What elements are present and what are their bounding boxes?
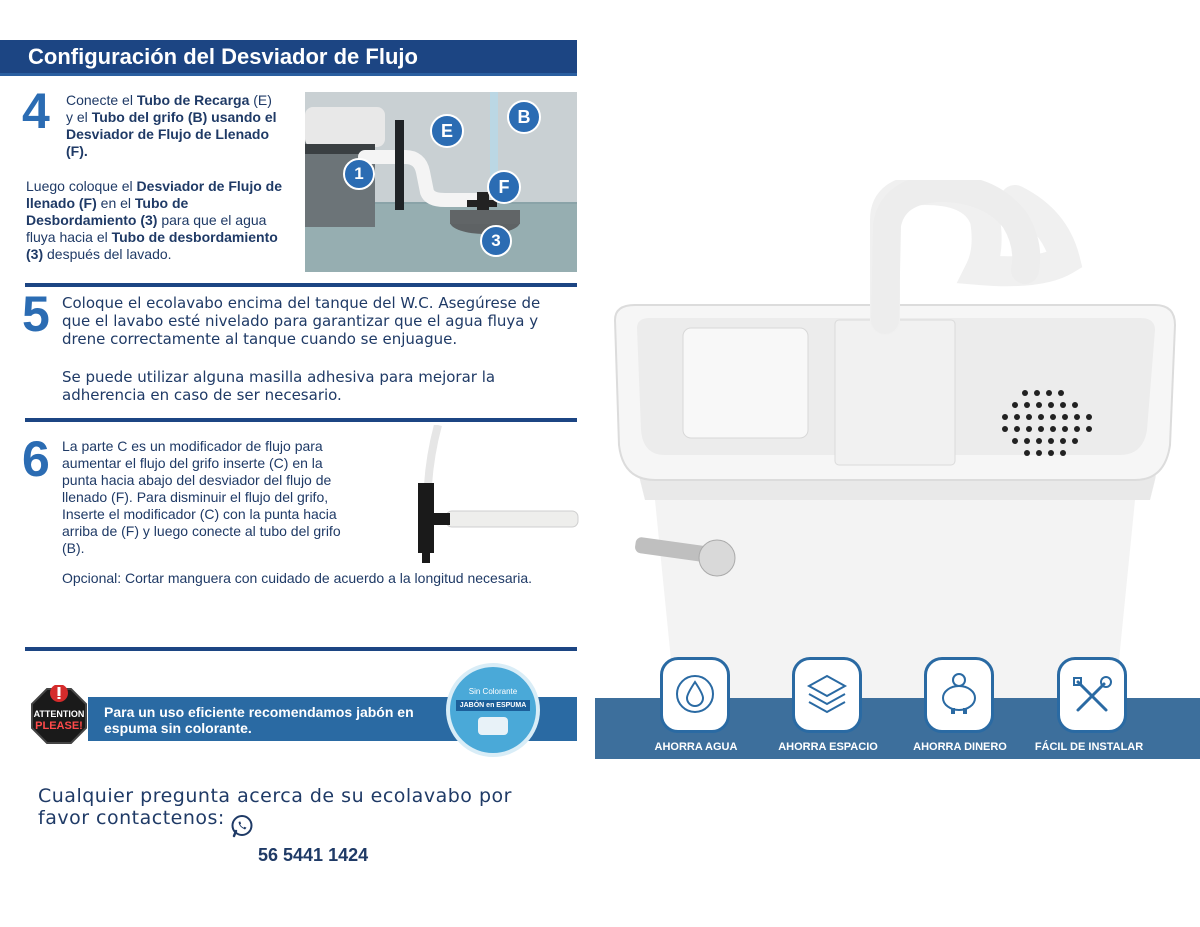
recommendation-text: Para un uso eficiente recomendamos jabón en espuma sin colorante. (104, 704, 414, 736)
step-4-number: 4 (22, 83, 50, 139)
water-drop-icon (663, 660, 727, 730)
soap-dispenser-icon (478, 717, 508, 735)
flow-modifier-illustration (400, 425, 580, 565)
benefit-card-install (1057, 657, 1127, 733)
layers-icon (795, 660, 859, 730)
benefit-label-water: AHORRA AGUA (654, 741, 738, 753)
phone-number[interactable]: 56 5441 1424 (258, 845, 369, 865)
step-6-optional-note: Opcional: Cortar manguera con cuidado de acuerdo a la longitud necesaria. (62, 570, 533, 586)
step-6-number: 6 (22, 431, 50, 487)
label-e-marker: E (430, 114, 464, 148)
page-title: Configuración del Desviador de Flujo (28, 44, 418, 69)
divider-2 (25, 418, 577, 422)
step-5-number: 5 (22, 286, 50, 342)
ecolavabo-product-image (595, 180, 1200, 700)
benefit-card-space (792, 657, 862, 733)
step-4-paragraph-1: Conecte el Tubo de Recarga (E) y el Tubo del grifo (B) usando el Desviador de Flujo de Llenado (F). (66, 92, 277, 159)
label-1-marker: 1 (343, 158, 375, 190)
drain-grid (990, 385, 1100, 465)
seal-line-1: Sin Colorante (468, 687, 518, 696)
label-b-marker: B (507, 100, 541, 134)
header-underline (0, 73, 577, 76)
step-4-photo (305, 92, 577, 272)
benefit-card-water (660, 657, 730, 733)
step-6-paragraph: La parte C es un modificador de flujo para aumentar el flujo del grifo inserte (C) en la punta hacia abajo del desviador del flujo de llenado (F). Para disminuir el flujo del grifo, Inserte el modificador (C) con la punta hacia arriba de (F) y luego conecte al tubo del grifo (B). (62, 438, 341, 556)
attention-badge (28, 685, 90, 747)
whatsapp-glyph (230, 814, 254, 838)
step-4-paragraph-2: Luego coloque el Desviador de Flujo de llenado (F) en el Tubo de Desbordamiento (3) para que el agua fluya hacia el Tubo de desbordamiento (3) después del lavado. (26, 178, 283, 262)
tools-icon (1060, 660, 1124, 730)
attention-badge-top: ATTENTION (33, 709, 85, 719)
benefit-label-install: FÁCIL DE INSTALAR (1034, 741, 1144, 753)
benefit-card-money (924, 657, 994, 733)
step-5-paragraph-1: Coloque el ecolavabo encima del tanque del W.C. Asegúrese de que el lavabo esté nivelado para garantizar que el agua fluya y drene correctamente al tanque cuando se enjuague. (62, 294, 541, 348)
seal-line-2: JABÓN en ESPUMA (456, 700, 530, 711)
whatsapp-icon[interactable] (230, 814, 254, 838)
label-f-marker: F (487, 170, 521, 204)
benefit-label-money: AHORRA DINERO (913, 741, 1007, 753)
soap-seal (446, 663, 540, 757)
divider-3 (25, 647, 577, 651)
attention-badge-bottom: PLEASE! (35, 720, 83, 732)
step-5-paragraph-2: Se puede utilizar alguna masilla adhesiva para mejorar la adherencia en caso de ser necesario. (62, 368, 496, 404)
divider-1 (25, 283, 577, 287)
contact-text: Cualquier pregunta acerca de su ecolavabo por favor contactenos: (38, 785, 512, 829)
label-3-marker: 3 (480, 225, 512, 257)
benefit-label-space: AHORRA ESPACIO (778, 741, 878, 753)
piggy-bank-icon (927, 660, 991, 730)
